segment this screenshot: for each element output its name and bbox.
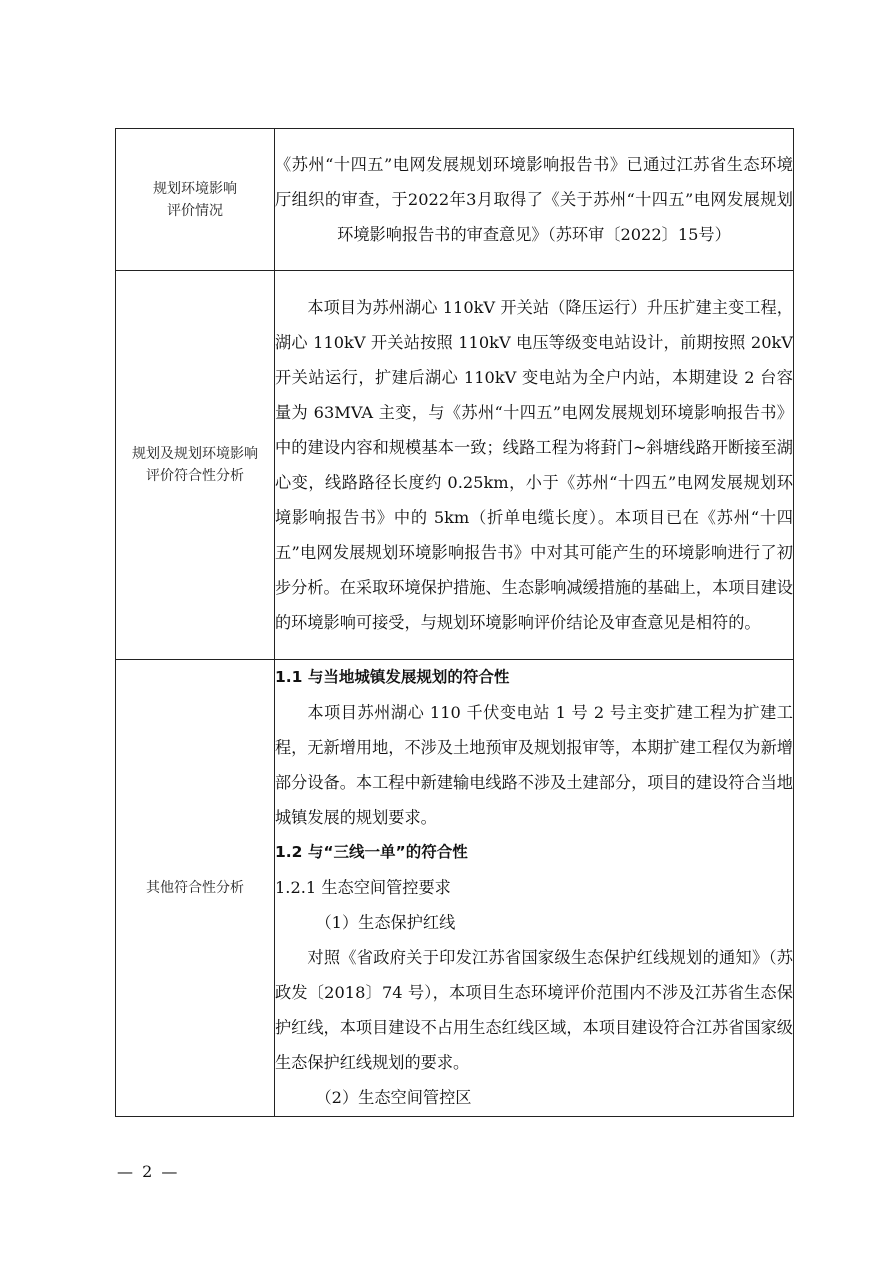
row-label <box>116 660 275 1117</box>
row-label-line: 评价情况 <box>167 202 223 219</box>
row-label <box>116 271 275 660</box>
paragraph: 对照《省政府关于印发江苏省国家级生态保护红线规划的通知》（苏政发〔2018〕74 号），本项目生态环境评价范围内不涉及江苏省生态保护红线，本项目建设不占用生态红线区域，本项目建设符合江苏省国家级生态保护红线规划的要求。 <box>275 948 793 1072</box>
table-row <box>116 271 794 660</box>
section-heading: 1.2 与“三线一单”的符合性 <box>275 843 468 861</box>
table-row <box>116 660 794 1117</box>
row-label-line: 评价符合性分析 <box>146 468 244 484</box>
row-content <box>275 129 794 271</box>
row-label-line: 其他符合性分析 <box>146 880 244 896</box>
paragraph: 本项目为苏州湖心 110kV 开关站（降压运行）升压扩建主变工程，湖心 110kV 开关站按照 110kV 电压等级变电站设计，前期按照 20kV 开关站运行，扩建后湖心 110kV 变电站为全户内站，本期建设 2 台容量为 63MVA 主变，与《苏州“十四五”电网发展规划环境影响报告书》中的建设内容和规模基本一致；线路工程为将葑门~斜塘线路开断接至湖心变，线路路径长度约 0.25km，小于《苏州“十四五”电网发展规划环境影响报告书》中的 5km（折单电缆长度）。本项目已在《苏州“十四五”电网发展规划环境影响报告书》中对其可能产生的环境影响进行了初步分析。在采取环境保护措施、生态影响减缓措施的基础上，本项目建设的环境影响可接受，与规划环境影响评价结论及审查意见是相符的。 <box>275 298 793 632</box>
document-table <box>115 128 794 1117</box>
item-title: （1）生态保护红线 <box>315 913 456 932</box>
row-label <box>116 129 275 271</box>
subsection-title: 1.2.1 生态空间管控要求 <box>275 878 451 897</box>
row-label-line: 规划环境影响 <box>153 180 237 197</box>
paragraph: 《苏州“十四五”电网发展规划环境影响报告书》已通过江苏省生态环境厅组织的审查，于2022年3月取得了《关于苏州“十四五”电网发展规划环境影响报告书的审查意见》（苏环审〔2022〕15号） <box>275 155 793 244</box>
row-content <box>275 660 794 1117</box>
row-label-line: 规划及规划环境影响 <box>132 446 258 462</box>
item-title: （2）生态空间管控区 <box>315 1088 472 1107</box>
row-content <box>275 271 794 660</box>
paragraph: 本项目苏州湖心 110 千伏变电站 1 号 2 号主变扩建工程为扩建工程，无新增用地，不涉及土地预审及规划报审等，本期扩建工程仅为新增部分设备。本工程中新建输电线路不涉及土建部分，项目的建设符合当地城镇发展的规划要求。 <box>275 703 793 827</box>
section-heading: 1.1 与当地城镇发展规划的符合性 <box>275 668 510 686</box>
table-row <box>116 129 794 271</box>
page-number: — 2 — <box>117 1162 180 1181</box>
